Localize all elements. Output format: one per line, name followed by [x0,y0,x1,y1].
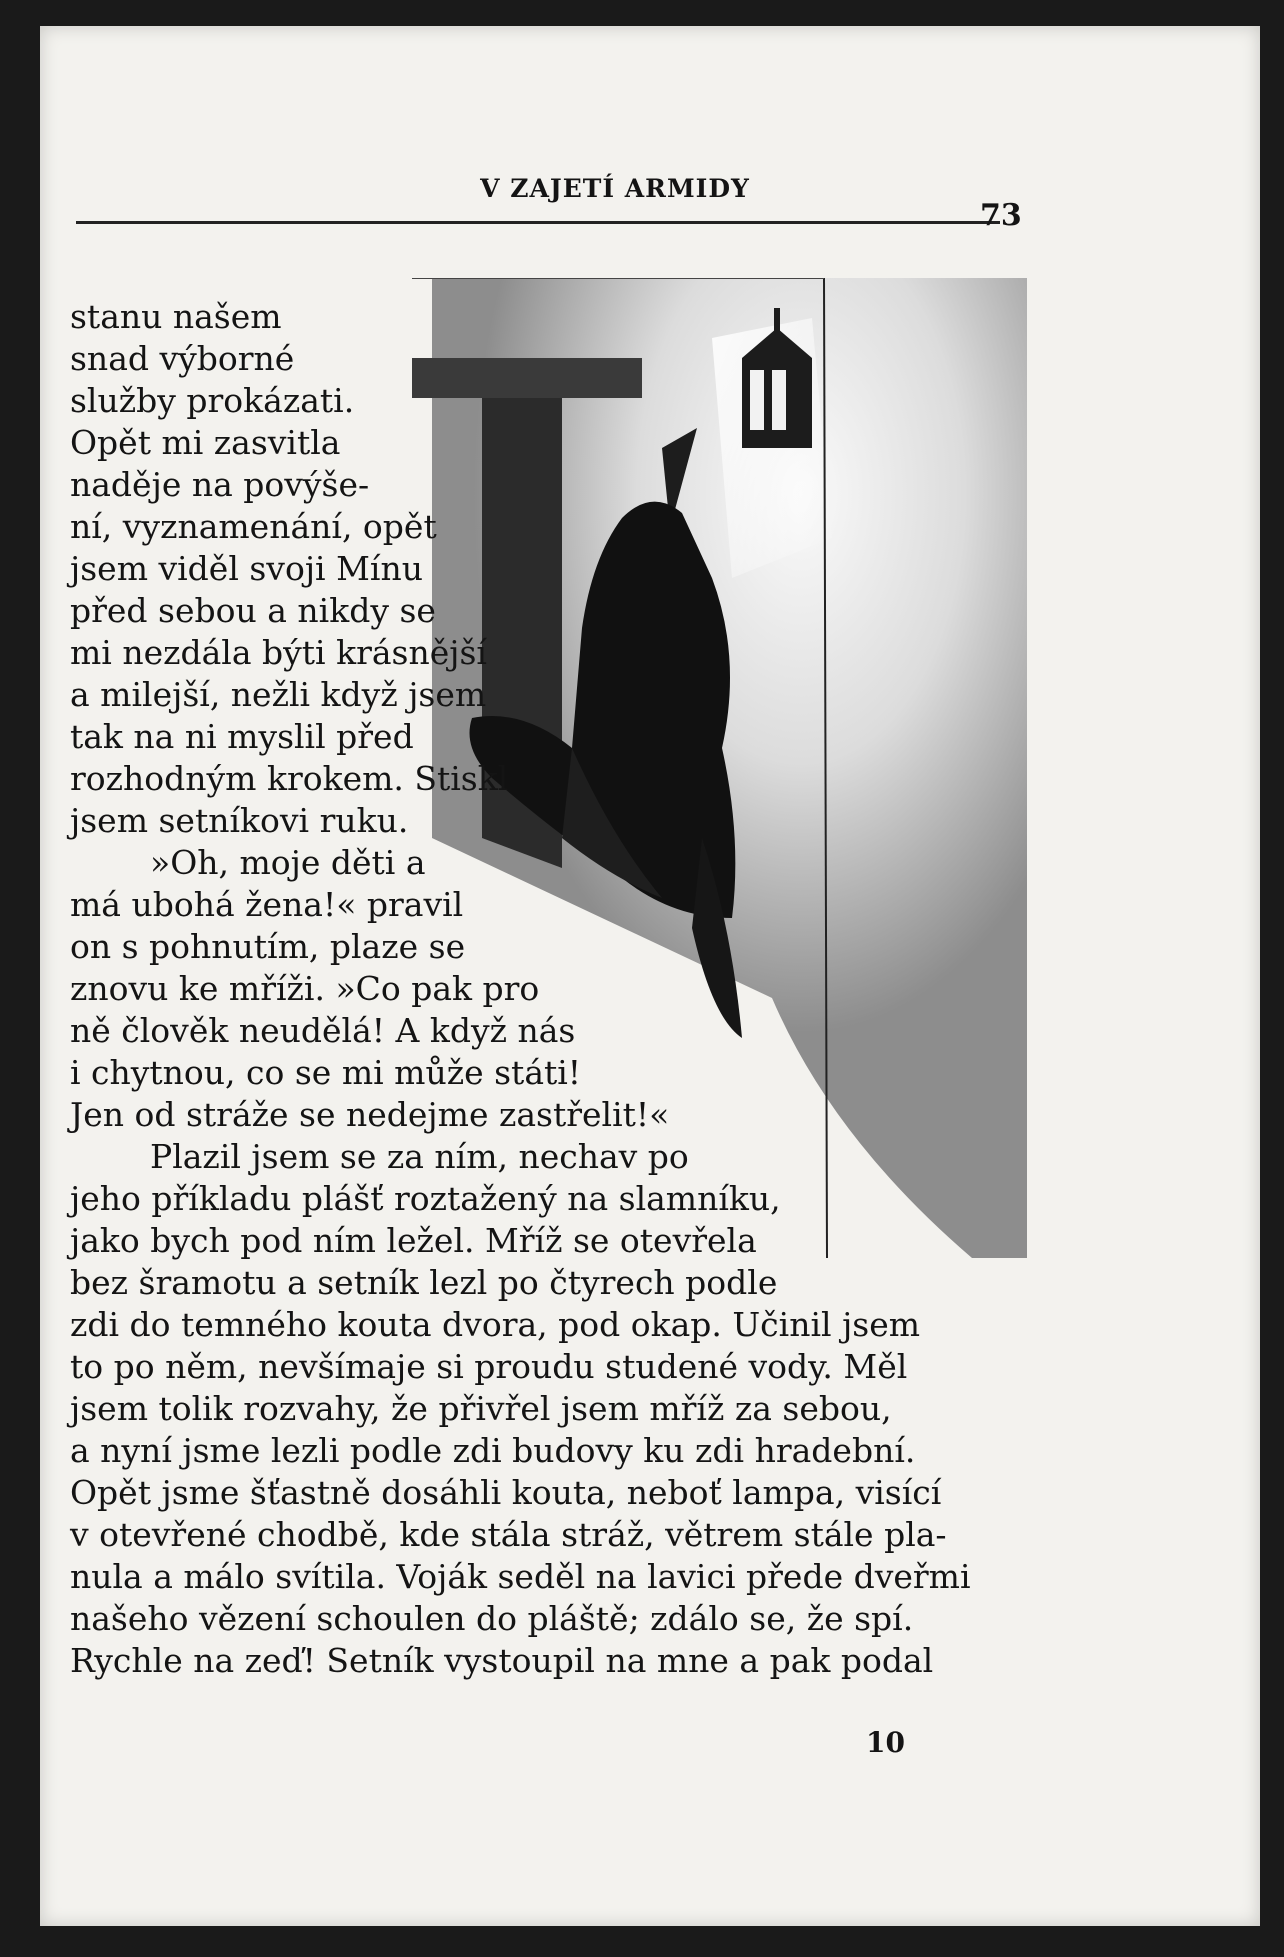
body-line: znovu ke mříži. »Co pak pro [70,969,540,1008]
header-rule [76,221,1000,224]
body-line: Opět jsme šťastně dosáhli kouta, neboť lampa, visící [70,1473,942,1512]
body-line: bez šramotu a setník lezl po čtyrech podle [70,1263,778,1302]
body-line: Jen od stráže se nedejme zastřelit!« [70,1095,670,1134]
body-line: ní, vyznamenání, opět [70,507,437,546]
body-line: nula a málo svítila. Voják seděl na lavici přede dveřmi [70,1557,971,1596]
body-line: »Oh, moje děti a [150,843,426,882]
page-number: 73 [980,198,1022,233]
body-text [70,296,971,1682]
body-line: před sebou a nikdy se [70,591,436,630]
body-line: to po něm, nevšímaje si proudu studené vody. Měl [70,1347,908,1386]
body-line: našeho vězení schoulen do pláště; zdálo se, že spí. [70,1599,914,1638]
book-page [40,26,1260,1926]
body-line: Opět mi zasvitla [70,423,341,462]
body-line: v otevřené chodbě, kde stála stráž, větrem stále pla- [70,1515,947,1554]
body-line: zdi do temného kouta dvora, pod okap. Učinil jsem [70,1305,921,1344]
body-line: snad výborné [70,339,295,378]
body-line: Plazil jsem se za ním, nechav po [150,1137,689,1176]
body-line: jsem viděl svoji Mínu [70,549,423,588]
running-head: V ZAJETÍ ARMIDY [480,174,750,203]
body-line: on s pohnutím, plaze se [70,927,466,966]
body-line: naděje na povýše- [70,465,370,504]
body-line: služby prokázati. [70,381,355,420]
body-line: a nyní jsme lezli podle zdi budovy ku zdi hradební. [70,1431,916,1470]
body-line: jsem tolik rozvahy, že přivřel jsem mříž za sebou, [70,1389,892,1428]
body-line: mi nezdála býti krásnější [70,633,487,672]
body-line: jeho příkladu plášť roztažený na slamníku, [70,1179,781,1218]
body-line: stanu našem [70,297,282,336]
body-line: jsem setníkovi ruku. [70,801,409,840]
body-line: a milejší, nežli když jsem [70,675,487,714]
body-line: Rychle na zeď! Setník vystoupil na mne a pak podal [70,1641,934,1680]
body-line: ně člověk neudělá! A když nás [70,1011,576,1050]
body-line: má ubohá žena!« pravil [70,885,464,924]
signature-mark: 10 [866,1726,905,1759]
body-line: i chytnou, co se mi může státi! [70,1053,582,1092]
body-line: jako bych pod ním ležel. Mříž se otevřela [70,1221,757,1260]
body-line: tak na ni myslil před [70,717,414,756]
body-line: rozhodným krokem. Stiskl [70,759,509,798]
